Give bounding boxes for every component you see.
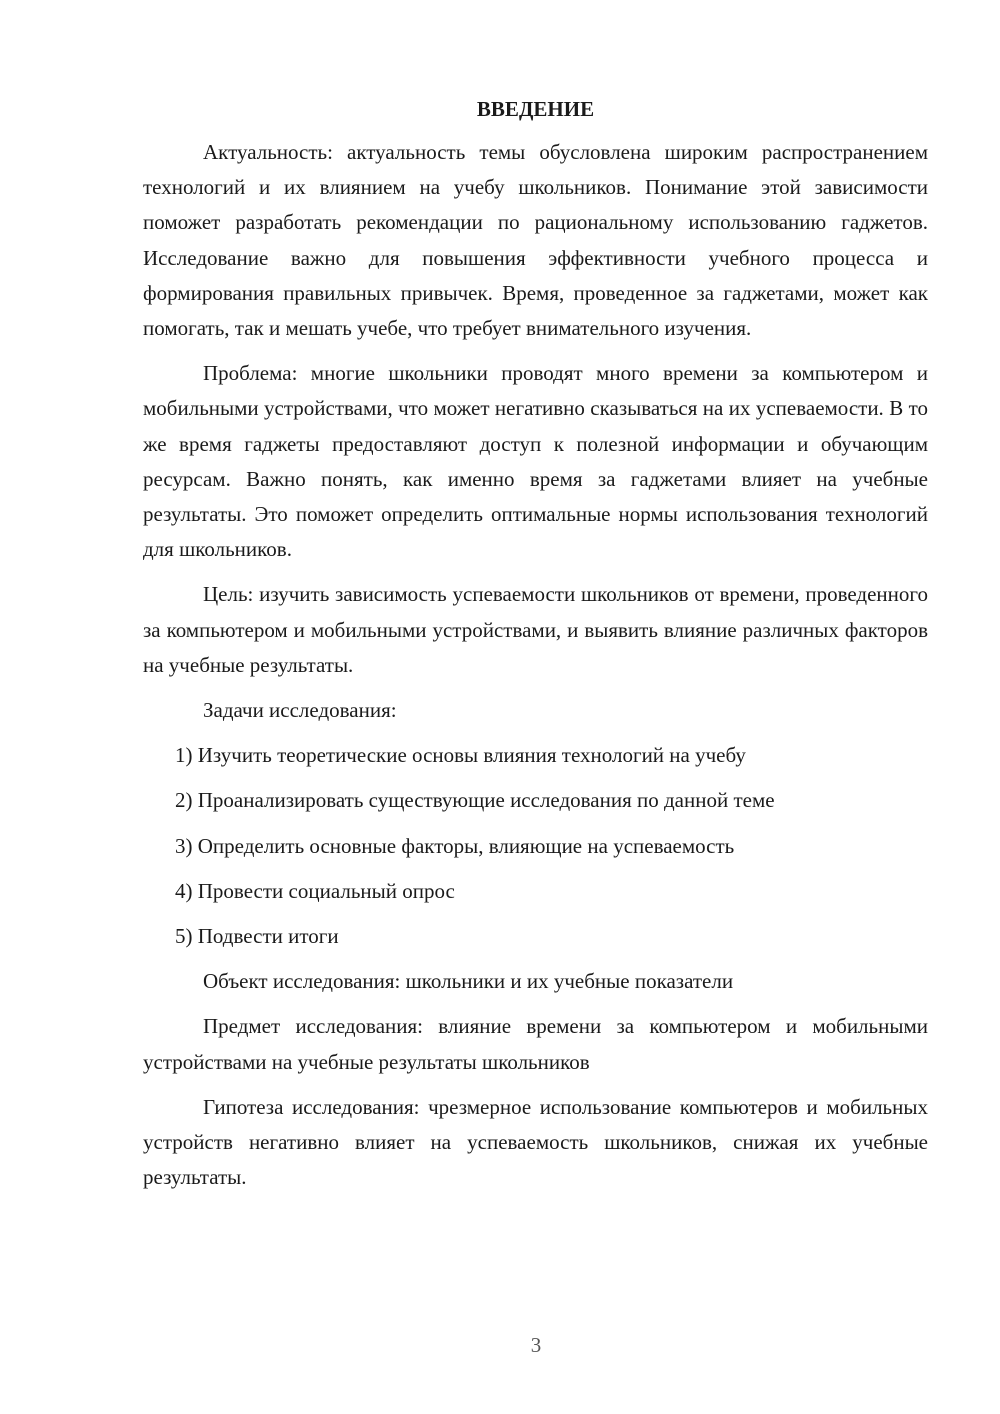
- section-title: ВВЕДЕНИЕ: [476, 97, 595, 121]
- paragraph-hypothesis: Гипотеза исследования: чрезмерное использование компьютеров и мобильных устройств негативно влияет на успеваемость школьников, снижая их учебные результаты.: [143, 1094, 928, 1190]
- task-item-2: 2) Проанализировать существующие исследования по данной теме: [175, 788, 775, 813]
- paragraph-object: Объект исследования: школьники и их учебные показатели: [203, 969, 734, 994]
- task-item-1: 1) Изучить теоретические основы влияния технологий на учебу: [175, 743, 746, 768]
- tasks-list: [143, 738, 928, 954]
- paragraph-relevance: Актуальность: актуальность темы обусловлена широким распространением технологий и их влиянием на учебу школьников. Понимание этой зависимости поможет разработать рекомендации по рациональному использованию гаджетов. Исследование важно для повышения эффективности учебного процесса и формирования правильных привычек. Время, проведенное за гаджетами, может как помогать, так и мешать учебе, что требует внимательного изучения.: [143, 140, 928, 341]
- task-item-3: 3) Определить основные факторы, влияющие на успеваемость: [175, 833, 735, 858]
- tasks-heading: Задачи исследования:: [203, 698, 397, 723]
- document-page: [143, 92, 928, 1205]
- paragraph-goal: Цель: изучить зависимость успеваемости школьников от времени, проведенного за компьютером и мобильными устройствами, и выявить влияние различных факторов на учебные результаты.: [143, 582, 928, 677]
- task-item-4: 4) Провести социальный опрос: [175, 878, 455, 903]
- paragraph-subject: Предмет исследования: влияние времени за компьютером и мобильными устройствами на учебные результаты школьников: [143, 1014, 928, 1074]
- task-item-5: 5) Подвести итоги: [175, 924, 339, 949]
- paragraph-problem: Проблема: многие школьники проводят много времени за компьютером и мобильными устройствами, что может негативно сказываться на их успеваемости. В то же время гаджеты предоставляют доступ к полезной информации и обучающим ресурсам. Важно понять, как именно время за гаджетами влияет на учебные результаты. Это поможет определить оптимальные нормы использования технологий для школьников.: [143, 361, 928, 562]
- page-number: 3: [530, 1333, 542, 1357]
